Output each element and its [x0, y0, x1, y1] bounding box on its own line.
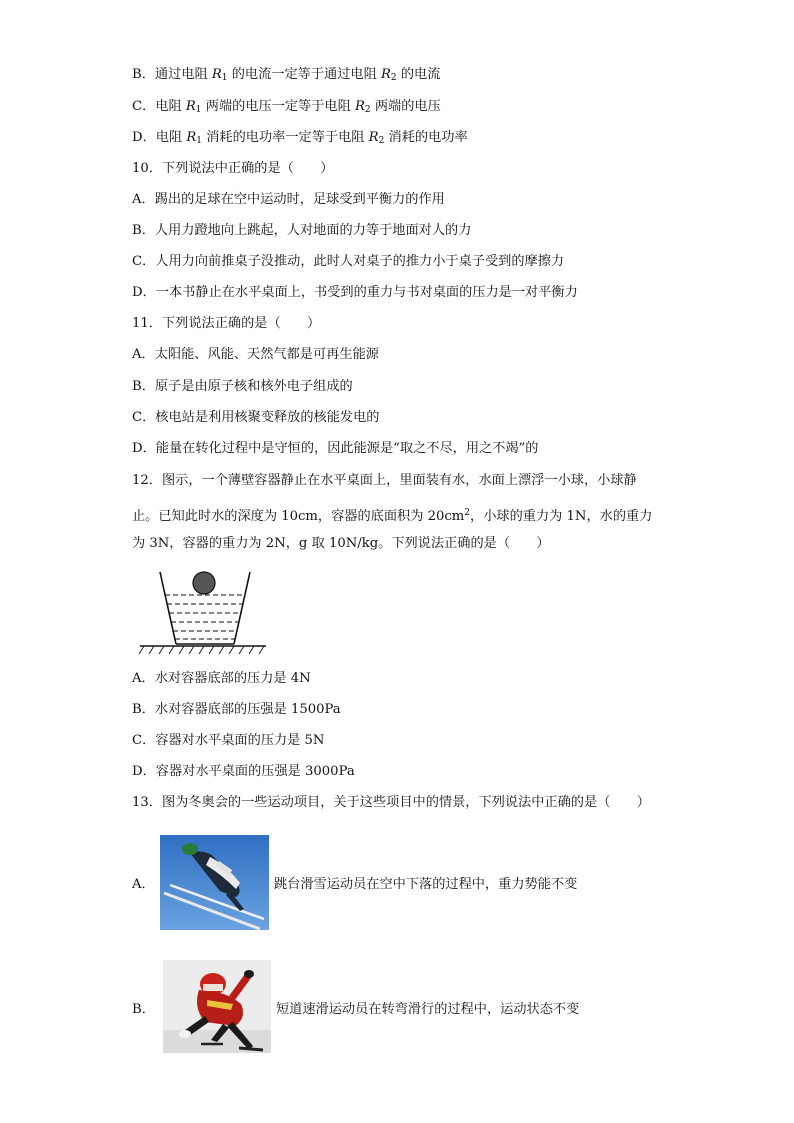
q10-option-b: B．人用力蹬地向上跳起，人对地面的力等于地面对人的力	[132, 223, 472, 238]
q11-option-c: C．核电站是利用核聚变释放的核能发电的	[132, 410, 380, 425]
q10-stem: 10．下列说法中正确的是（ ）	[132, 161, 334, 176]
q13-option-b-label: B．	[132, 1002, 155, 1017]
q12-option-d: D．容器对水平桌面的压强是 3000Pa	[132, 764, 355, 779]
speed-skater-photo	[163, 960, 271, 1053]
q12-option-b: B．水对容器底部的压强是 1500Pa	[132, 702, 341, 717]
q12-stem-line2: 止。已知此时水的深度为 10cm，容器的底面积为 $20cm^2$，小球的重力为 1N，水的重力	[132, 508, 653, 524]
table-hatching	[139, 646, 264, 654]
q9-option-d: D．电阻 $R_1$ 消耗的电功率一定等于电阻 $R_2$ 消耗的电功率	[132, 130, 468, 146]
q10-option-c: C．人用力向前推桌子没推动，此时人对桌子的推力小于桌子受到的摩擦力	[132, 254, 565, 269]
ski-jumper-photo	[160, 835, 269, 930]
q13-stem: 13．图为冬奥会的一些运动项目，关于这些项目中的情景，下列说法中正确的是（ ）	[132, 795, 650, 810]
q11-option-d: D．能量在转化过程中是守恒的，因此能源是“取之不尽，用之不竭”的	[132, 441, 539, 456]
q11-stem: 11．下列说法正确的是（ ）	[132, 316, 321, 331]
q12-option-a: A．水对容器底部的压力是 4N	[132, 671, 311, 686]
floating-ball	[193, 572, 215, 594]
q10-option-d: D．一本书静止在水平桌面上，书受到的重力与书对桌面的压力是一对平衡力	[132, 285, 578, 300]
q11-option-b: B．原子是由原子核和核外电子组成的	[132, 379, 353, 394]
q9-option-b: B．通过电阻 $R_1$ 的电流一定等于通过电阻 $R_2$ 的电流	[132, 67, 441, 83]
q12-option-c: C．容器对水平桌面的压力是 5N	[132, 733, 325, 748]
q10-option-a: A．踢出的足球在空中运动时，足球受到平衡力的作用	[132, 192, 445, 207]
q11-option-a: A．太阳能、风能、天然气都是可再生能源	[132, 347, 379, 362]
water-lines	[165, 595, 245, 639]
q9-option-c: C．电阻 $R_1$ 两端的电压一定等于电阻 $R_2$ 两端的电压	[132, 99, 441, 115]
q12-stem-line3: 为 3N，容器的重力为 2N，g 取 10N/kg。下列说法正确的是（ ）	[132, 536, 550, 551]
q13-option-a-text: 跳台滑雪运动员在空中下落的过程中，重力势能不变	[274, 877, 578, 892]
q13-option-b-text: 短道速滑运动员在转弯滑行的过程中，运动状态不变	[276, 1002, 580, 1017]
container-diagram	[138, 566, 268, 656]
q13-option-a-label: A．	[132, 877, 155, 892]
q12-stem-line1: 12．图示，一个薄壁容器静止在水平桌面上，里面装有水，水面上漂浮一小球，小球静	[132, 473, 637, 488]
